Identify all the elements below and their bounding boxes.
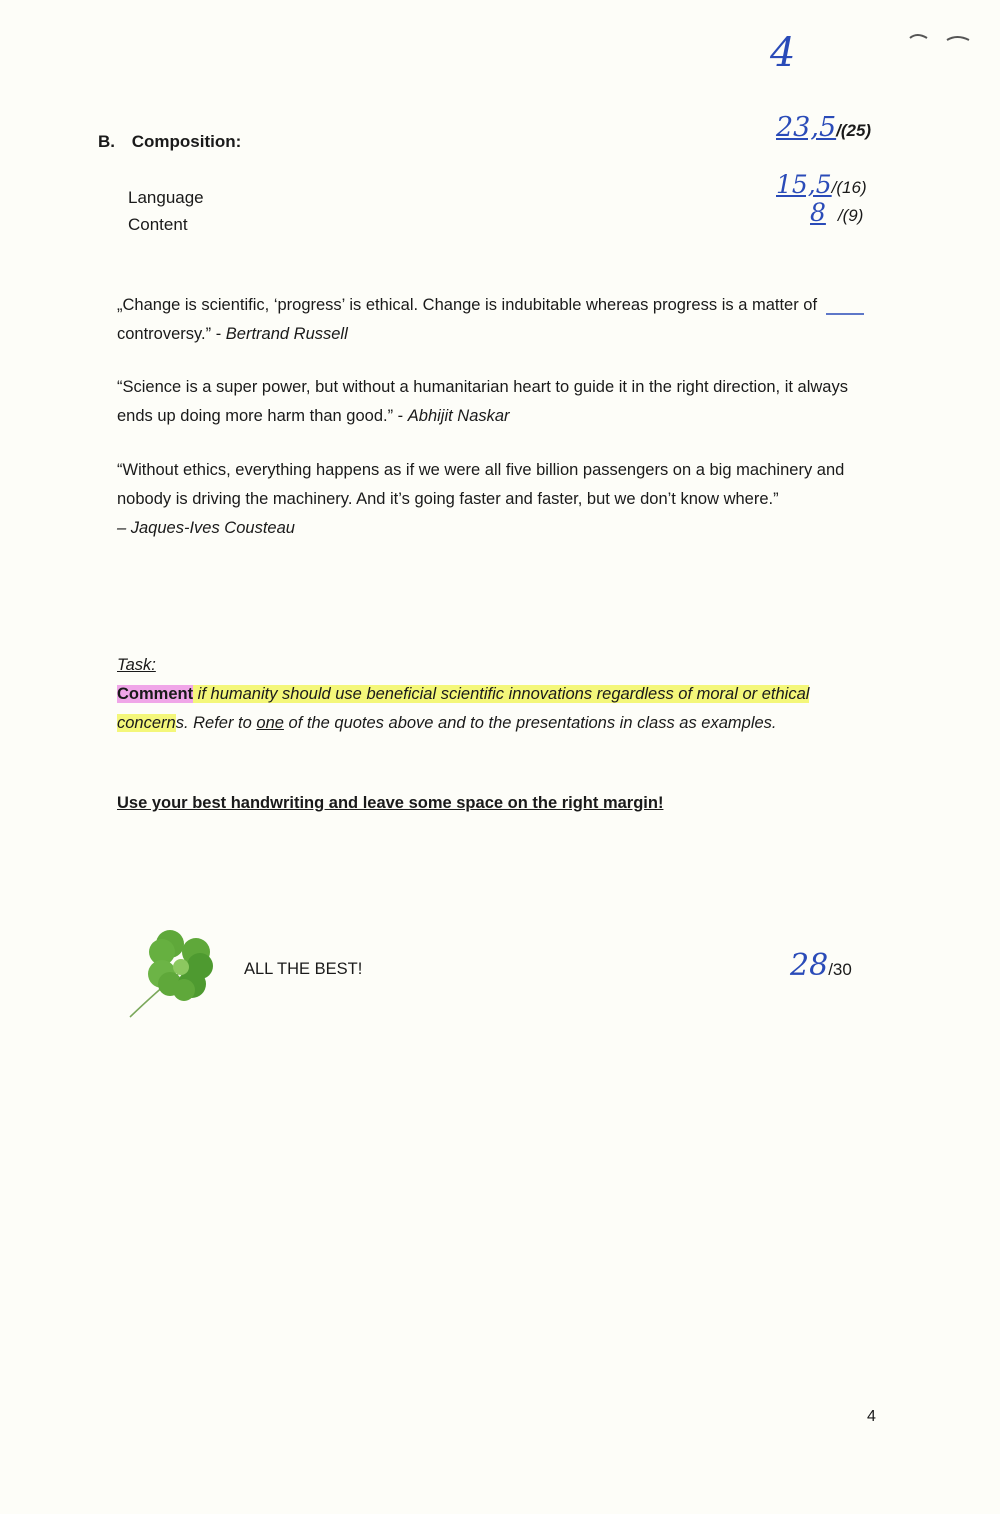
quote-naskar	[117, 373, 877, 431]
section-title: Composition:	[131, 132, 242, 151]
quote-author: Abhijit Naskar	[407, 407, 510, 425]
quote-author: Bertrand Russell	[225, 325, 348, 343]
quote-text: “Science is a super power, but without a humanitarian heart to guide it in the right direction, it always ends up doing more harm than good.” -	[117, 378, 848, 425]
task-underlined: one	[256, 714, 284, 732]
language-score-handwritten: 15,5	[776, 170, 832, 199]
quote-russell	[117, 291, 877, 349]
top-handwritten-mark: 4	[770, 30, 796, 76]
task-label: Task:	[117, 656, 156, 674]
handwriting-instruction: Use your best handwriting and leave some space on the right margin!	[117, 794, 664, 812]
composition-score-max: /(25)	[836, 121, 872, 140]
task-rest: of the quotes above and to the presentations in class as examples.	[283, 714, 777, 732]
content-score	[798, 198, 863, 227]
content-score-handwritten: 8	[810, 198, 826, 227]
language-score	[776, 170, 867, 199]
four-leaf-clover-icon	[126, 922, 226, 1022]
criterion-content: Content	[128, 215, 188, 234]
task-verb: Comment	[117, 685, 194, 703]
page-number: 4	[867, 1408, 876, 1425]
total-score	[790, 948, 852, 983]
quote-cousteau	[117, 456, 877, 543]
quote-text: „Change is scientific, ‘progress’ is ethical. Change is indubitable whereas progress is a matter of controversy.” -	[117, 296, 818, 343]
blue-underline-mark	[826, 310, 866, 318]
quote-text: “Without ethics, everything happens as if we were all five billion passengers on a big machinery and nobody is driving the machinery. And it’s going faster and faster, but we don’t know where.”	[117, 461, 845, 508]
corner-marks-icon	[905, 28, 975, 48]
total-score-max: /30	[828, 960, 852, 979]
quote-author: – Jaques-Ives Cousteau	[117, 519, 295, 537]
language-score-max: /(16)	[831, 178, 867, 197]
content-score-max: /(9)	[837, 206, 864, 225]
composition-score-handwritten: 23,5	[776, 112, 837, 143]
task-after-highlight: s. Refer to	[175, 714, 257, 732]
criterion-language: Language	[128, 188, 204, 207]
task-highlighted: if humanity should use beneficial scientific innovations regardless of moral or ethical concern	[117, 685, 810, 732]
section-letter: B.	[98, 132, 115, 151]
closing-message: ALL THE BEST!	[244, 960, 363, 978]
total-score-handwritten: 28	[790, 948, 829, 983]
composition-score	[776, 112, 871, 143]
task-text	[117, 680, 877, 738]
section-heading	[98, 132, 241, 152]
